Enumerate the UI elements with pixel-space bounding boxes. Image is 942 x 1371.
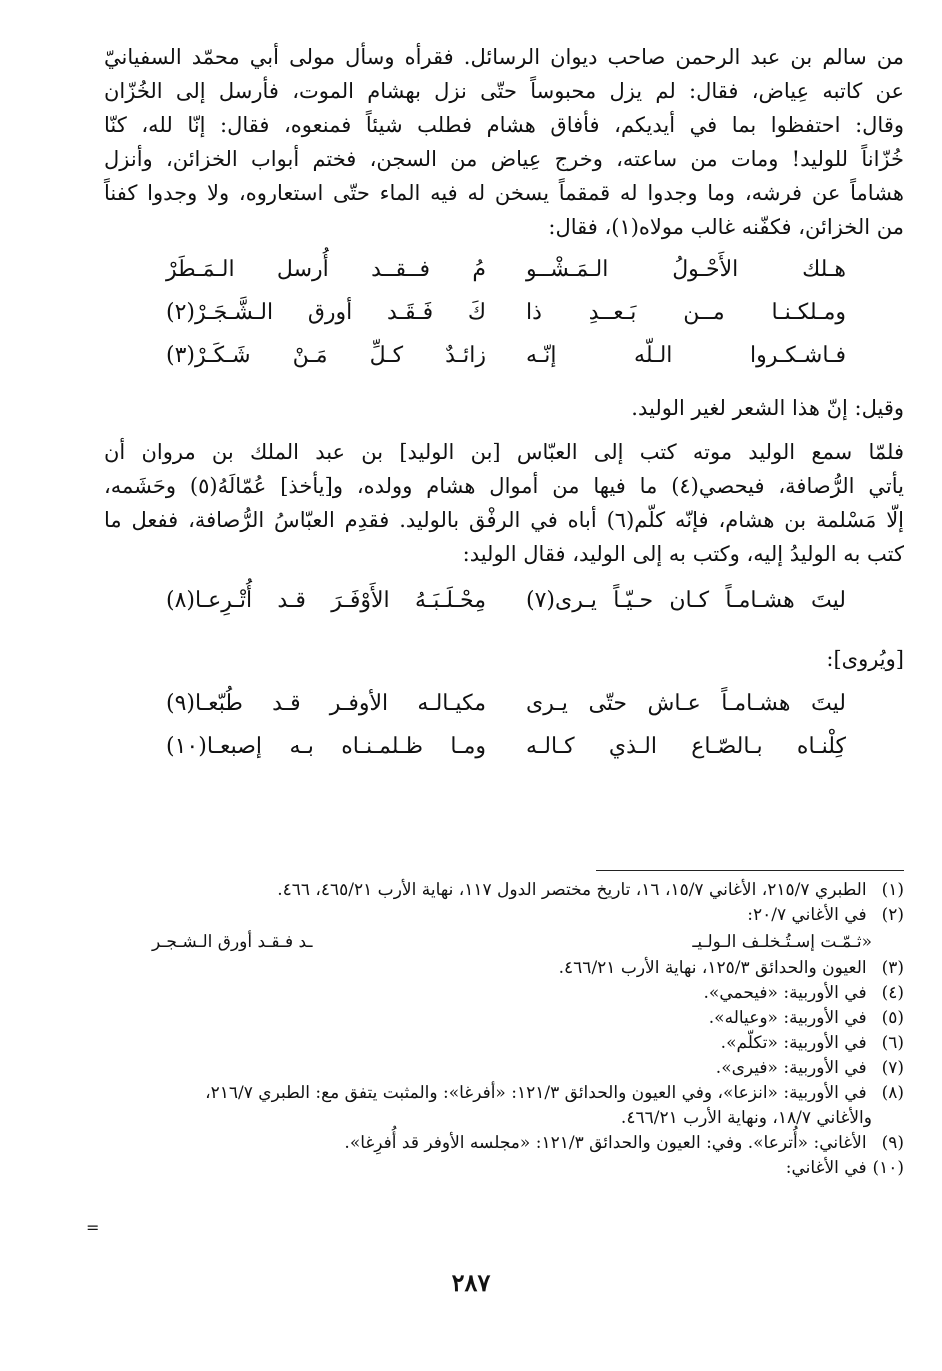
verse-hemistich-left: ومـا ظـلمـنـاه بـه إصبعـا(١٠) (166, 734, 486, 759)
verse-hemistich-right: «ثـمّـت إسـتُـخلـف الـولـيـ (692, 932, 872, 952)
poem-2 (104, 682, 904, 768)
footnote-text: في الأوربية: «تكلّم». (720, 1033, 867, 1053)
verse-hemistich-right: فـاشـكـروا الـلّه إنّـه (526, 343, 846, 368)
footnote-number: (٨) (881, 1083, 904, 1103)
verse-line (166, 334, 846, 377)
verse-hemistich-left: ـد فـقـد أورق الـشـجـر (152, 932, 313, 952)
footnote-text: في الأغاني ٢٠/٧: (747, 905, 867, 925)
footnote (104, 1031, 904, 1056)
verse-hemistich-left: مُ فــقــد أُرسل الـمَـطَرْ (166, 257, 486, 282)
verse-hemistich-left: مكيـالـه الأوفـر قـد طُبّعـا(٩) (166, 691, 486, 716)
footnote (104, 1006, 904, 1031)
footnote-number: (٤) (881, 983, 904, 1003)
verse-line (166, 248, 846, 291)
verse-hemistich-right: كِلْنـاه بـالصّـاع الـذي كـالـه (526, 734, 846, 759)
footnote (104, 878, 904, 903)
footnote-text: في الأغاني: (785, 1158, 867, 1178)
variant-label: [ويُروى]: (826, 647, 904, 671)
paragraph-2: وقيل: إنّ هذا الشعر لغير الوليد. (631, 396, 904, 420)
verse-hemistich-right: ومـلكـنـا مــن بَـعــدِ ذا (526, 300, 846, 325)
paragraph-1 (104, 40, 904, 244)
footnote (104, 903, 904, 928)
text-line: من الخزائن، فكفّنه غالب مولاه(١)، فقال: (548, 215, 904, 239)
text-line: هشاماً عن فرشه، وما وجدوا له قمقماً يسخن له فيه الماء حتّى استعاروه، ولا وجدوا كفناً (104, 181, 904, 205)
footnote-continuation: والأغاني ١٨/٧، ونهاية الأرب ٤٦٦/٢١. (620, 1108, 872, 1128)
footnote-number: (٥) (881, 1008, 904, 1028)
verse-line (166, 725, 846, 768)
footnote (104, 956, 904, 981)
footnote-number: (٢) (881, 905, 904, 925)
text-line: من سالم بن عبد الرحمن صاحب ديوان الرسائل. فقرأه وسأل مولى أبي محمّد السفيانيّ (104, 45, 904, 69)
footnote-number: (١٠) (872, 1158, 904, 1178)
footnote-number: (٦) (881, 1033, 904, 1053)
footnote-text: الطبري ٢١٥/٧، الأغاني ١٥/٧، ١٦، تاريخ مختصر الدول ١١٧، نهاية الأرب ٤٦٥/٢١، ٤٦٦. (277, 880, 867, 900)
verse-hemistich-left: مِحْـلَـبَـهُ الأَوْفَـرَ قـد أُتْـرِعـا(٨) (166, 588, 486, 613)
verse-hemistich-left: كَ فَـقَـد أورق الـشَّـجَـرْ(٢) (166, 300, 486, 325)
footnote-number: (٩) (881, 1133, 904, 1153)
verse-line (166, 579, 846, 622)
poem-1 (104, 248, 904, 377)
paragraph-3 (104, 435, 904, 571)
footnote-number: (٣) (881, 958, 904, 978)
footnote-text: في الأوربية: «فيحمي». (703, 983, 867, 1003)
text-line: عن كاتبه عِياض، فقال: لم يزل محبوساً حتّى نزل بهشام الموت، فأرسل إلى الخُزّان (104, 79, 904, 103)
footnote (104, 1056, 904, 1081)
text-line: كتب به الوليدُ إليه، وكتب به إلى الوليد، فقال الوليد: (462, 542, 904, 566)
text-line: خُزّاناً للوليد! ومات من ساعته، وخرج عِياض من السجن، فختم أبواب الخزائن، وأنزل (104, 147, 904, 171)
footnote-verse (152, 928, 872, 956)
page-number: ٢٨٧ (451, 1268, 491, 1297)
verse-hemistich-right: ليتَ هشـامـاً عـاش حتّى يـرى (526, 691, 846, 716)
text-line: وقال: احتفظوا بما في أيديكم، فأفاق هشام فطلب شيئاً فمنعوه، فقال: إنّا لله، كنّا (104, 113, 904, 137)
text-line: يأتي الرُّصافة، فيحصي(٤) ما فيها من أموال هشام وولده، و[يأخذ] عُمّالَهُ(٥) وحَشَمه، (104, 474, 904, 498)
footnote (104, 1156, 904, 1181)
verse-hemistich-right: ليتَ هشـامـاً كـان حـيّـاً يـرى(٧) (526, 588, 846, 613)
verse-hemistich-left: زائـدٌ كـلِّ مَـنْ شَـكَـرْ(٣) (166, 343, 486, 368)
text-line: إلّا مَسْلمة بن هشام، فإنّه كلّم(٦) أباه في الرفْق بالوليد. فقدِم العبّاسُ الرُّصافة، ففعل ما (104, 508, 905, 532)
footnote-number: (٧) (881, 1058, 904, 1078)
text-line: فلمّا سمع الوليد موته كتب إلى العبّاس [بن الوليد] بن عبد الملك بن مروان أن (104, 440, 904, 464)
footnote-text: في الأوربية: «وعياله». (708, 1008, 867, 1028)
footnote-text: في الأوربية: «انزعا»، وفي العيون والحدائق ١٢١/٣: «أفرغا»: والمثبت يتفق مع: الطبري ٢١٦/٧، (205, 1083, 867, 1103)
footnote-text: في الأوربية: «فيرى». (715, 1058, 867, 1078)
margin-mark: = (86, 1218, 100, 1237)
footnotes (104, 878, 904, 1181)
footnote-text: الأغاني: «أُترعا». وفي: العيون والحدائق ١٢١/٣: «مجلسه الأوفر قد أُفرِغا». (344, 1133, 867, 1153)
verse-line (166, 682, 846, 725)
verse-hemistich-right: هـلك الأَحْـولُ الـمَـشْــو (526, 257, 846, 282)
main-text (104, 40, 904, 768)
footnote-number: (١) (881, 880, 904, 900)
footnote (104, 1131, 904, 1156)
footnote-text: العيون والحدائق ١٢٥/٣، نهاية الأرب ٤٦٦/٢١. (558, 958, 867, 978)
footnote (104, 981, 904, 1006)
footnote-divider (596, 870, 904, 871)
footnote (104, 1081, 904, 1106)
verse-line (166, 291, 846, 334)
